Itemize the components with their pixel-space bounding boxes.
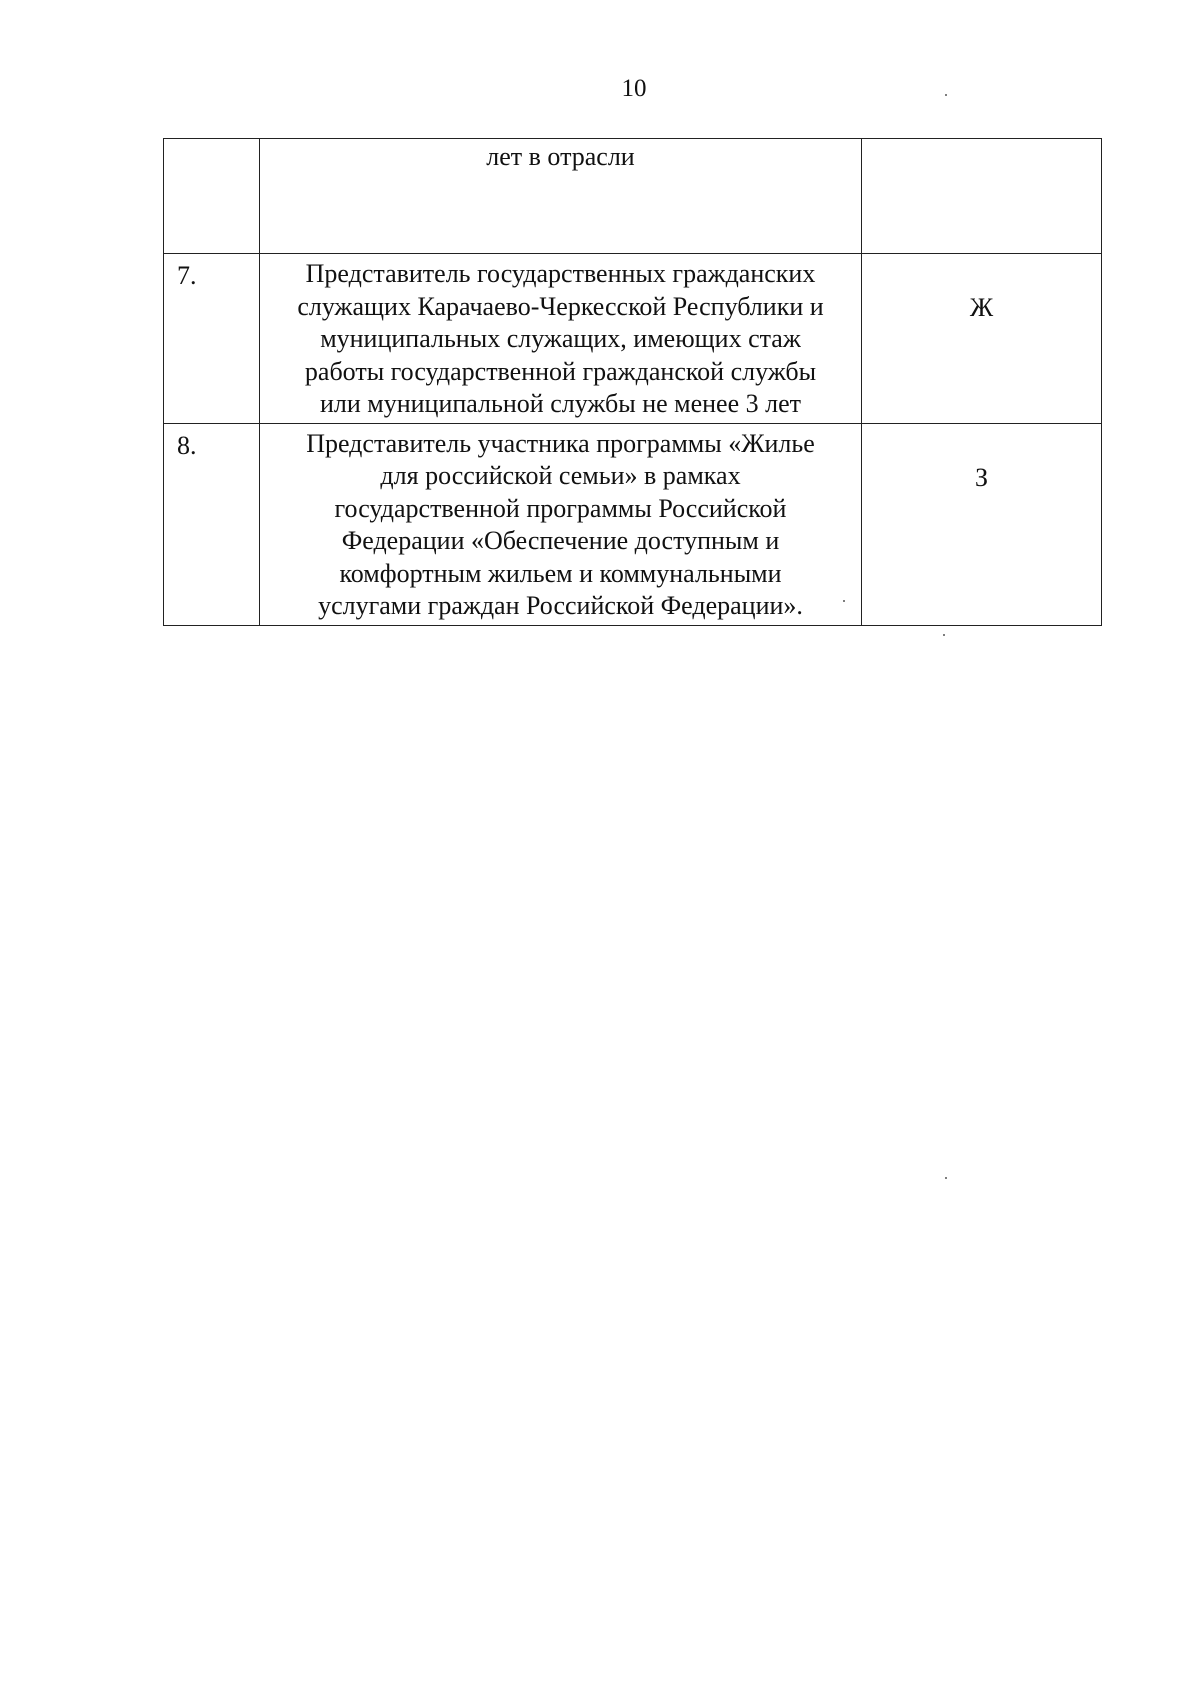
row-code-cell: Ж [862,254,1102,424]
description-line: муниципальных служащих, имеющих стаж [320,324,801,353]
row-number-cell: 8. [164,423,260,625]
description-line: или муниципальной службы не менее 3 лет [319,389,802,418]
description-line: услугами граждан Российской Федерации». [318,591,803,620]
row-number-cell: 7. [164,254,260,424]
row-description-cell [260,139,862,254]
row-code-cell [862,139,1102,254]
document-table [163,138,1102,626]
row-description-cell [260,254,862,424]
description-line: комфортным жильем и коммунальными [339,558,782,588]
table-row-8 [164,423,1102,625]
scan-speck [943,634,945,636]
page-number: 10 [621,75,647,102]
description-line: Представитель участника программы «Жилье [306,428,815,458]
description-line: Федерации «Обеспечение доступным и [341,526,780,555]
row-description-cell [260,423,862,625]
description-line: работы государственной гражданской службы [304,356,817,386]
table-row-continuation [164,139,1102,254]
scan-speck [843,600,845,602]
description-line: лет в отрасли [486,142,635,171]
description-line: для российской семьи» в рамках [380,461,741,490]
row-code-cell: З [862,423,1102,625]
scan-speck [945,1177,947,1179]
scan-speck [945,94,947,96]
table-row-7 [164,254,1102,424]
description-line: государственной программы Российской [334,493,787,523]
description-line: служащих Карачаево-Черкесской Республики и [297,291,824,321]
description-line: Представитель государственных гражданских [305,259,816,288]
row-number-cell [164,139,260,254]
